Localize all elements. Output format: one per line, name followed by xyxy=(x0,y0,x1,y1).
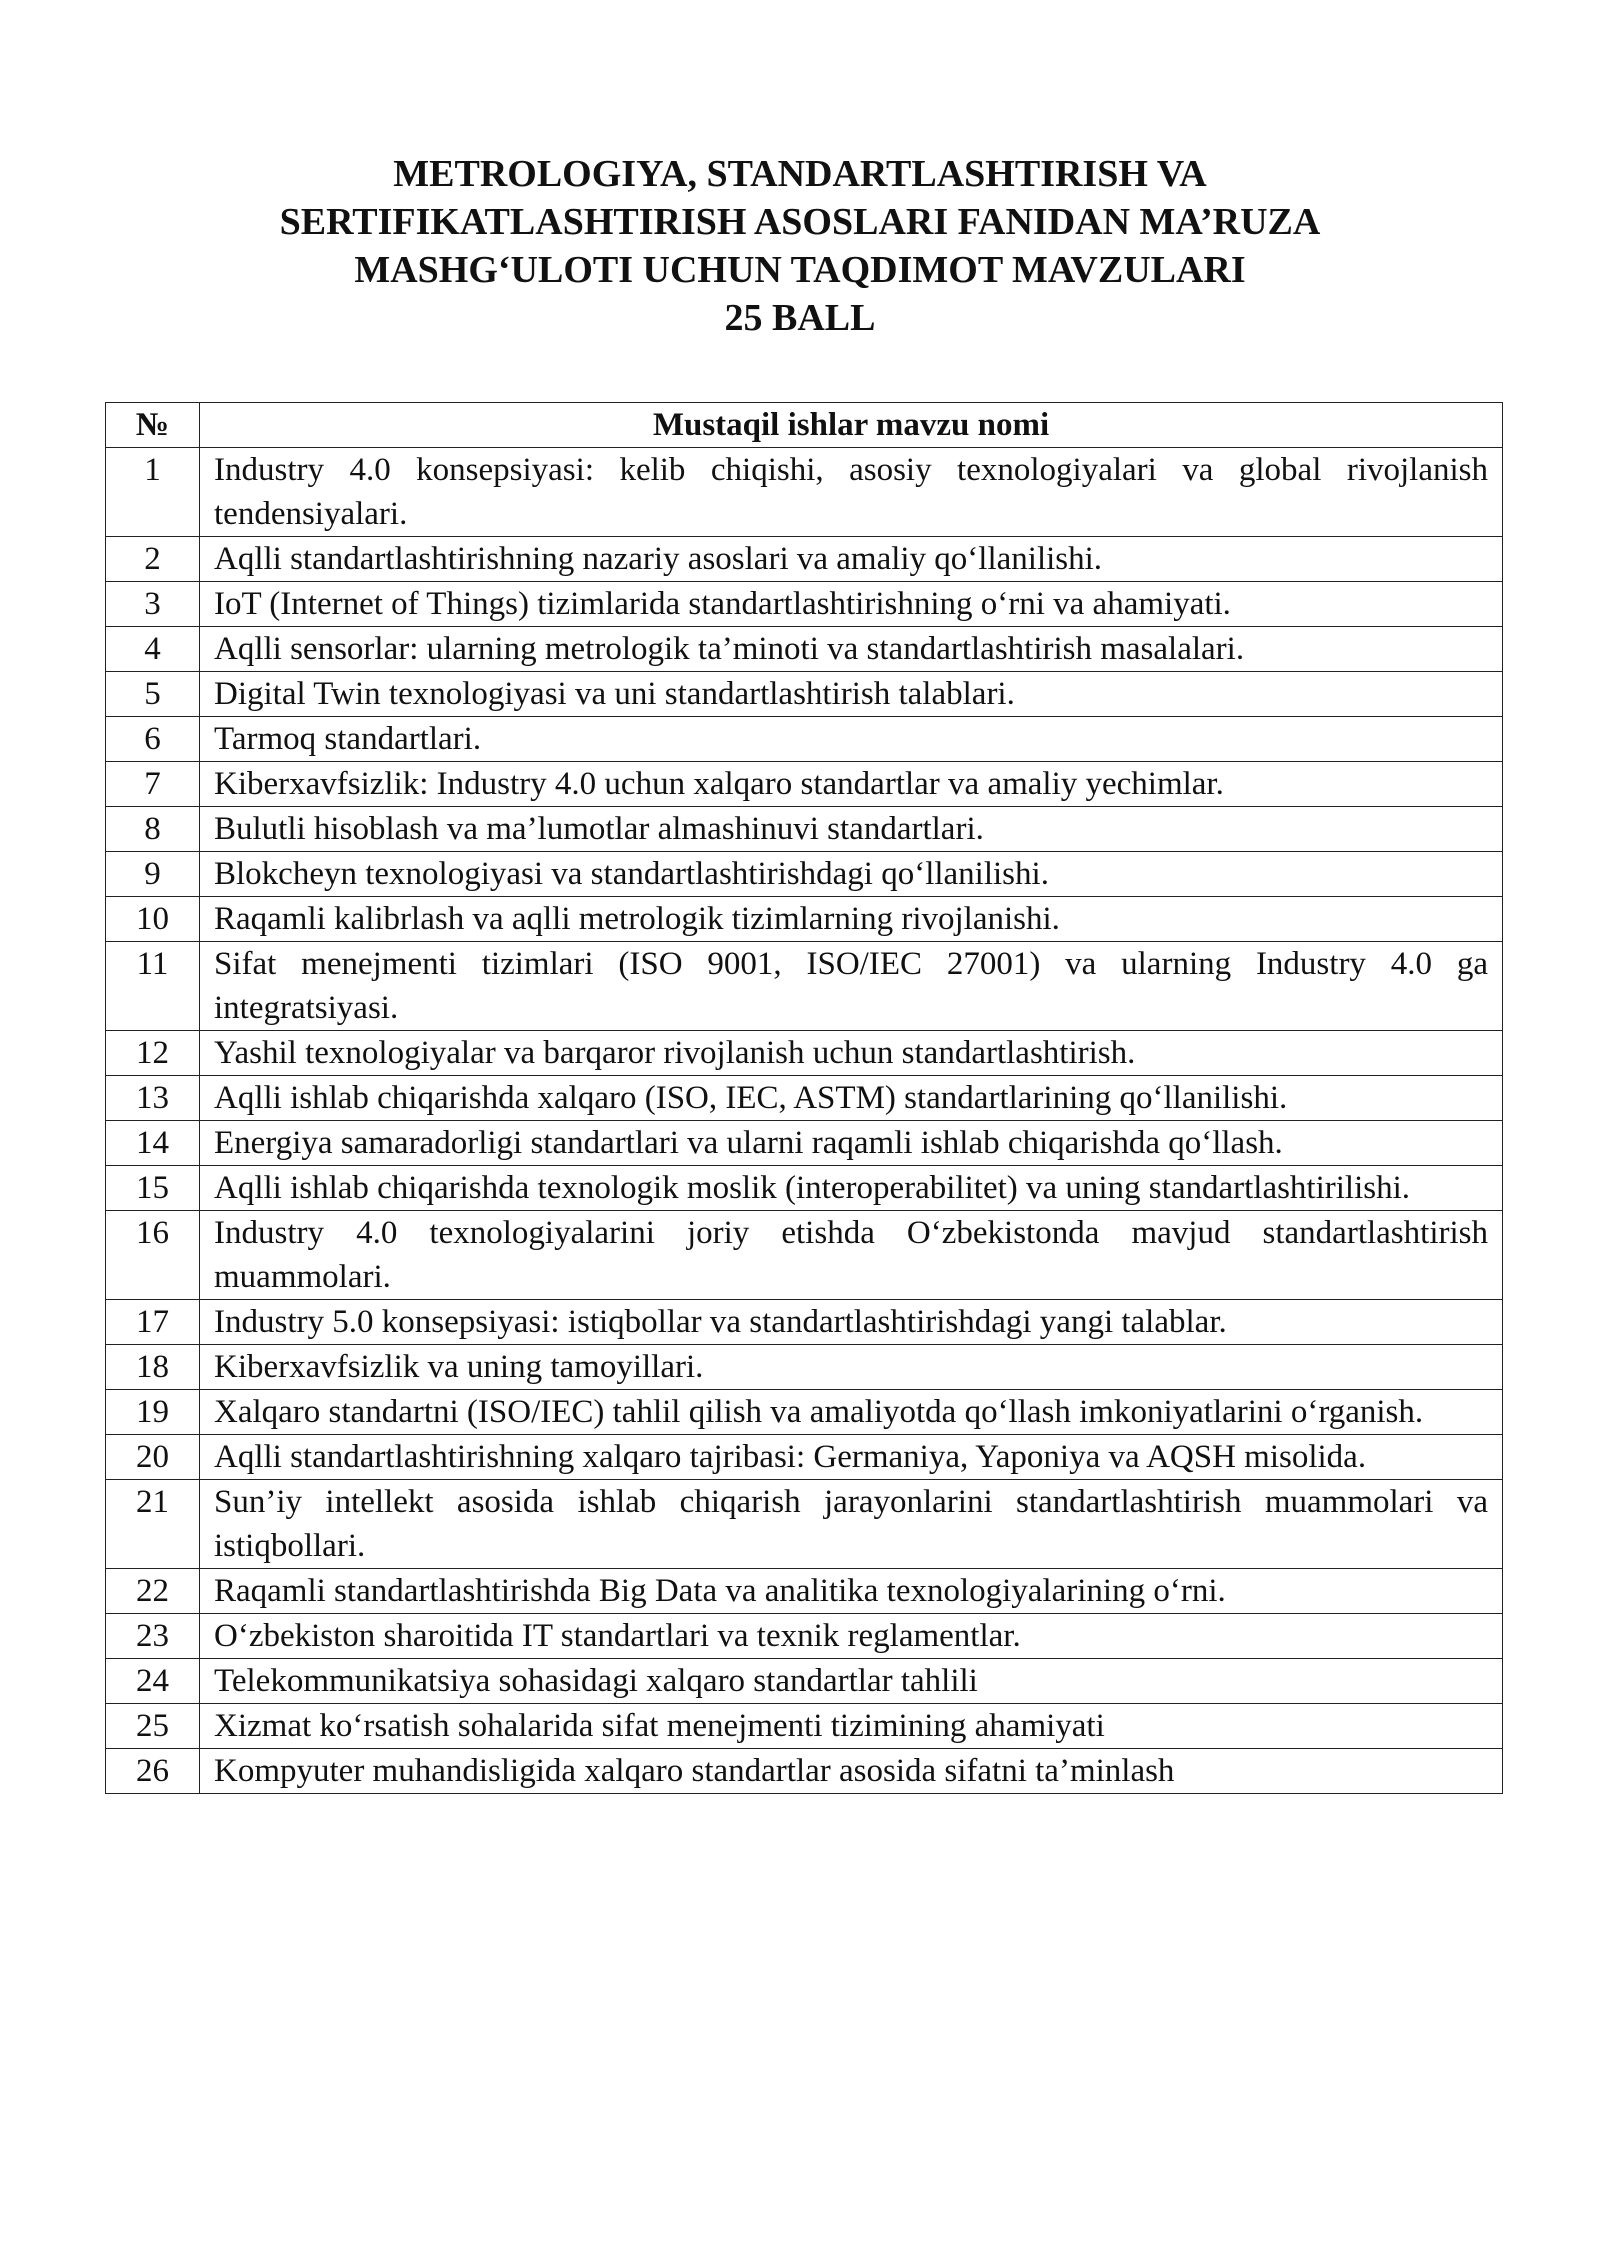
row-topic: Aqlli standartlashtirishning xalqaro tajribasi: Germaniya, Yaponiya va AQSH misolida. xyxy=(200,1435,1503,1480)
title-line: METROLOGIYA, STANDARTLASHTIRISH VA xyxy=(393,153,1207,195)
row-topic: Industry 5.0 konsepsiyasi: istiqbollar va standartlashtirishdagi yangi talablar. xyxy=(200,1300,1503,1345)
row-number: 15 xyxy=(106,1166,200,1211)
table-row xyxy=(106,1300,1503,1345)
row-topic: Energiya samaradorligi standartlari va ularni raqamli ishlab chiqarishda qo‘llash. xyxy=(200,1121,1503,1166)
table-row xyxy=(106,942,1503,1031)
row-topic: Aqlli sensorlar: ularning metrologik ta’minoti va standartlashtirish masalalari. xyxy=(200,627,1503,672)
row-number: 22 xyxy=(106,1569,200,1614)
row-number: 9 xyxy=(106,852,200,897)
row-topic: Digital Twin texnologiyasi va uni standartlashtirish talablari. xyxy=(200,672,1503,717)
row-number: 26 xyxy=(106,1749,200,1794)
table-row xyxy=(106,1480,1503,1569)
title-line: 25 BALL xyxy=(724,297,876,339)
row-topic: Kompyuter muhandisligida xalqaro standartlar asosida sifatni ta’minlash xyxy=(200,1749,1503,1794)
title-line: SERTIFIKATLASHTIRISH ASOSLARI FANIDAN MA’RUZA xyxy=(279,201,1321,243)
table-row xyxy=(106,762,1503,807)
table-row xyxy=(106,1166,1503,1211)
table-row xyxy=(106,1076,1503,1121)
table-row xyxy=(106,1749,1503,1794)
row-topic: Industry 4.0 konsepsiyasi: kelib chiqishi, asosiy texnologiyalari va global rivojlanish tendensiyalari. xyxy=(200,448,1503,537)
table-row xyxy=(106,1345,1503,1390)
row-number: 12 xyxy=(106,1031,200,1076)
row-topic: IoT (Internet of Things) tizimlarida standartlashtirishning o‘rni va ahamiyati. xyxy=(200,582,1503,627)
table-header-row xyxy=(106,403,1503,448)
row-number: 18 xyxy=(106,1345,200,1390)
row-number: 20 xyxy=(106,1435,200,1480)
row-topic: Telekommunikatsiya sohasidagi xalqaro standartlar tahlili xyxy=(200,1659,1503,1704)
table-row xyxy=(106,717,1503,762)
table-row xyxy=(106,852,1503,897)
row-topic: Bulutli hisoblash va ma’lumotlar almashinuvi standartlari. xyxy=(200,807,1503,852)
row-topic: Aqlli standartlashtirishning nazariy asoslari va amaliy qo‘llanilishi. xyxy=(200,537,1503,582)
topic-column-header: Mustaqil ishlar mavzu nomi xyxy=(200,403,1503,448)
table-row xyxy=(106,1435,1503,1480)
number-column-header: № xyxy=(106,403,200,448)
row-number: 14 xyxy=(106,1121,200,1166)
row-topic: Sifat menejmenti tizimlari (ISO 9001, ISO/IEC 27001) va ularning Industry 4.0 ga integratsiyasi. xyxy=(200,942,1503,1031)
row-topic: Yashil texnologiyalar va barqaror rivojlanish uchun standartlashtirish. xyxy=(200,1031,1503,1076)
row-topic: Xizmat ko‘rsatish sohalarida sifat menejmenti tizimining ahamiyati xyxy=(200,1704,1503,1749)
row-number: 25 xyxy=(106,1704,200,1749)
row-topic: Kiberxavfsizlik va uning tamoyillari. xyxy=(200,1345,1503,1390)
title-line: MASHG‘ULOTI UCHUN TAQDIMOT MAVZULARI xyxy=(354,249,1246,291)
row-number: 8 xyxy=(106,807,200,852)
row-topic: Aqlli ishlab chiqarishda xalqaro (ISO, IEC, ASTM) standartlarining qo‘llanilishi. xyxy=(200,1076,1503,1121)
row-topic: Xalqaro standartni (ISO/IEC) tahlil qilish va amaliyotda qo‘llash imkoniyatlarini o‘rganish. xyxy=(200,1390,1503,1435)
table-row xyxy=(106,807,1503,852)
row-number: 2 xyxy=(106,537,200,582)
row-number: 16 xyxy=(106,1211,200,1300)
row-number: 3 xyxy=(106,582,200,627)
row-topic: Tarmoq standartlari. xyxy=(200,717,1503,762)
table-row xyxy=(106,1569,1503,1614)
table-row xyxy=(106,1031,1503,1076)
row-number: 7 xyxy=(106,762,200,807)
topics-table xyxy=(105,402,1503,1794)
row-number: 5 xyxy=(106,672,200,717)
row-topic: O‘zbekiston sharoitida IT standartlari va texnik reglamentlar. xyxy=(200,1614,1503,1659)
row-topic: Sun’iy intellekt asosida ishlab chiqarish jarayonlarini standartlashtirish muammolari va istiqbollari. xyxy=(200,1480,1503,1569)
row-number: 13 xyxy=(106,1076,200,1121)
row-number: 19 xyxy=(106,1390,200,1435)
table-row xyxy=(106,1211,1503,1300)
row-number: 6 xyxy=(106,717,200,762)
row-number: 23 xyxy=(106,1614,200,1659)
table-row xyxy=(106,672,1503,717)
table-row xyxy=(106,582,1503,627)
row-number: 1 xyxy=(106,448,200,537)
row-topic: Raqamli kalibrlash va aqlli metrologik tizimlarning rivojlanishi. xyxy=(200,897,1503,942)
row-number: 10 xyxy=(106,897,200,942)
row-topic: Blokcheyn texnologiyasi va standartlashtirishdagi qo‘llanilishi. xyxy=(200,852,1503,897)
table-row xyxy=(106,537,1503,582)
row-topic: Raqamli standartlashtirishda Big Data va analitika texnologiyalarining o‘rni. xyxy=(200,1569,1503,1614)
table-row xyxy=(106,1121,1503,1166)
table-row xyxy=(106,448,1503,537)
table-row xyxy=(106,1659,1503,1704)
topics-table-body xyxy=(106,448,1503,1794)
document-title xyxy=(0,150,1600,342)
row-number: 17 xyxy=(106,1300,200,1345)
row-number: 4 xyxy=(106,627,200,672)
table-row xyxy=(106,1390,1503,1435)
table-row xyxy=(106,627,1503,672)
row-topic: Kiberxavfsizlik: Industry 4.0 uchun xalqaro standartlar va amaliy yechimlar. xyxy=(200,762,1503,807)
table-row xyxy=(106,897,1503,942)
row-number: 24 xyxy=(106,1659,200,1704)
row-number: 11 xyxy=(106,942,200,1031)
row-number: 21 xyxy=(106,1480,200,1569)
table-row xyxy=(106,1704,1503,1749)
table-row xyxy=(106,1614,1503,1659)
row-topic: Industry 4.0 texnologiyalarini joriy etishda O‘zbekistonda mavjud standartlashtirish muammolari. xyxy=(200,1211,1503,1300)
row-topic: Aqlli ishlab chiqarishda texnologik moslik (interoperabilitet) va uning standartlashtirilishi. xyxy=(200,1166,1503,1211)
